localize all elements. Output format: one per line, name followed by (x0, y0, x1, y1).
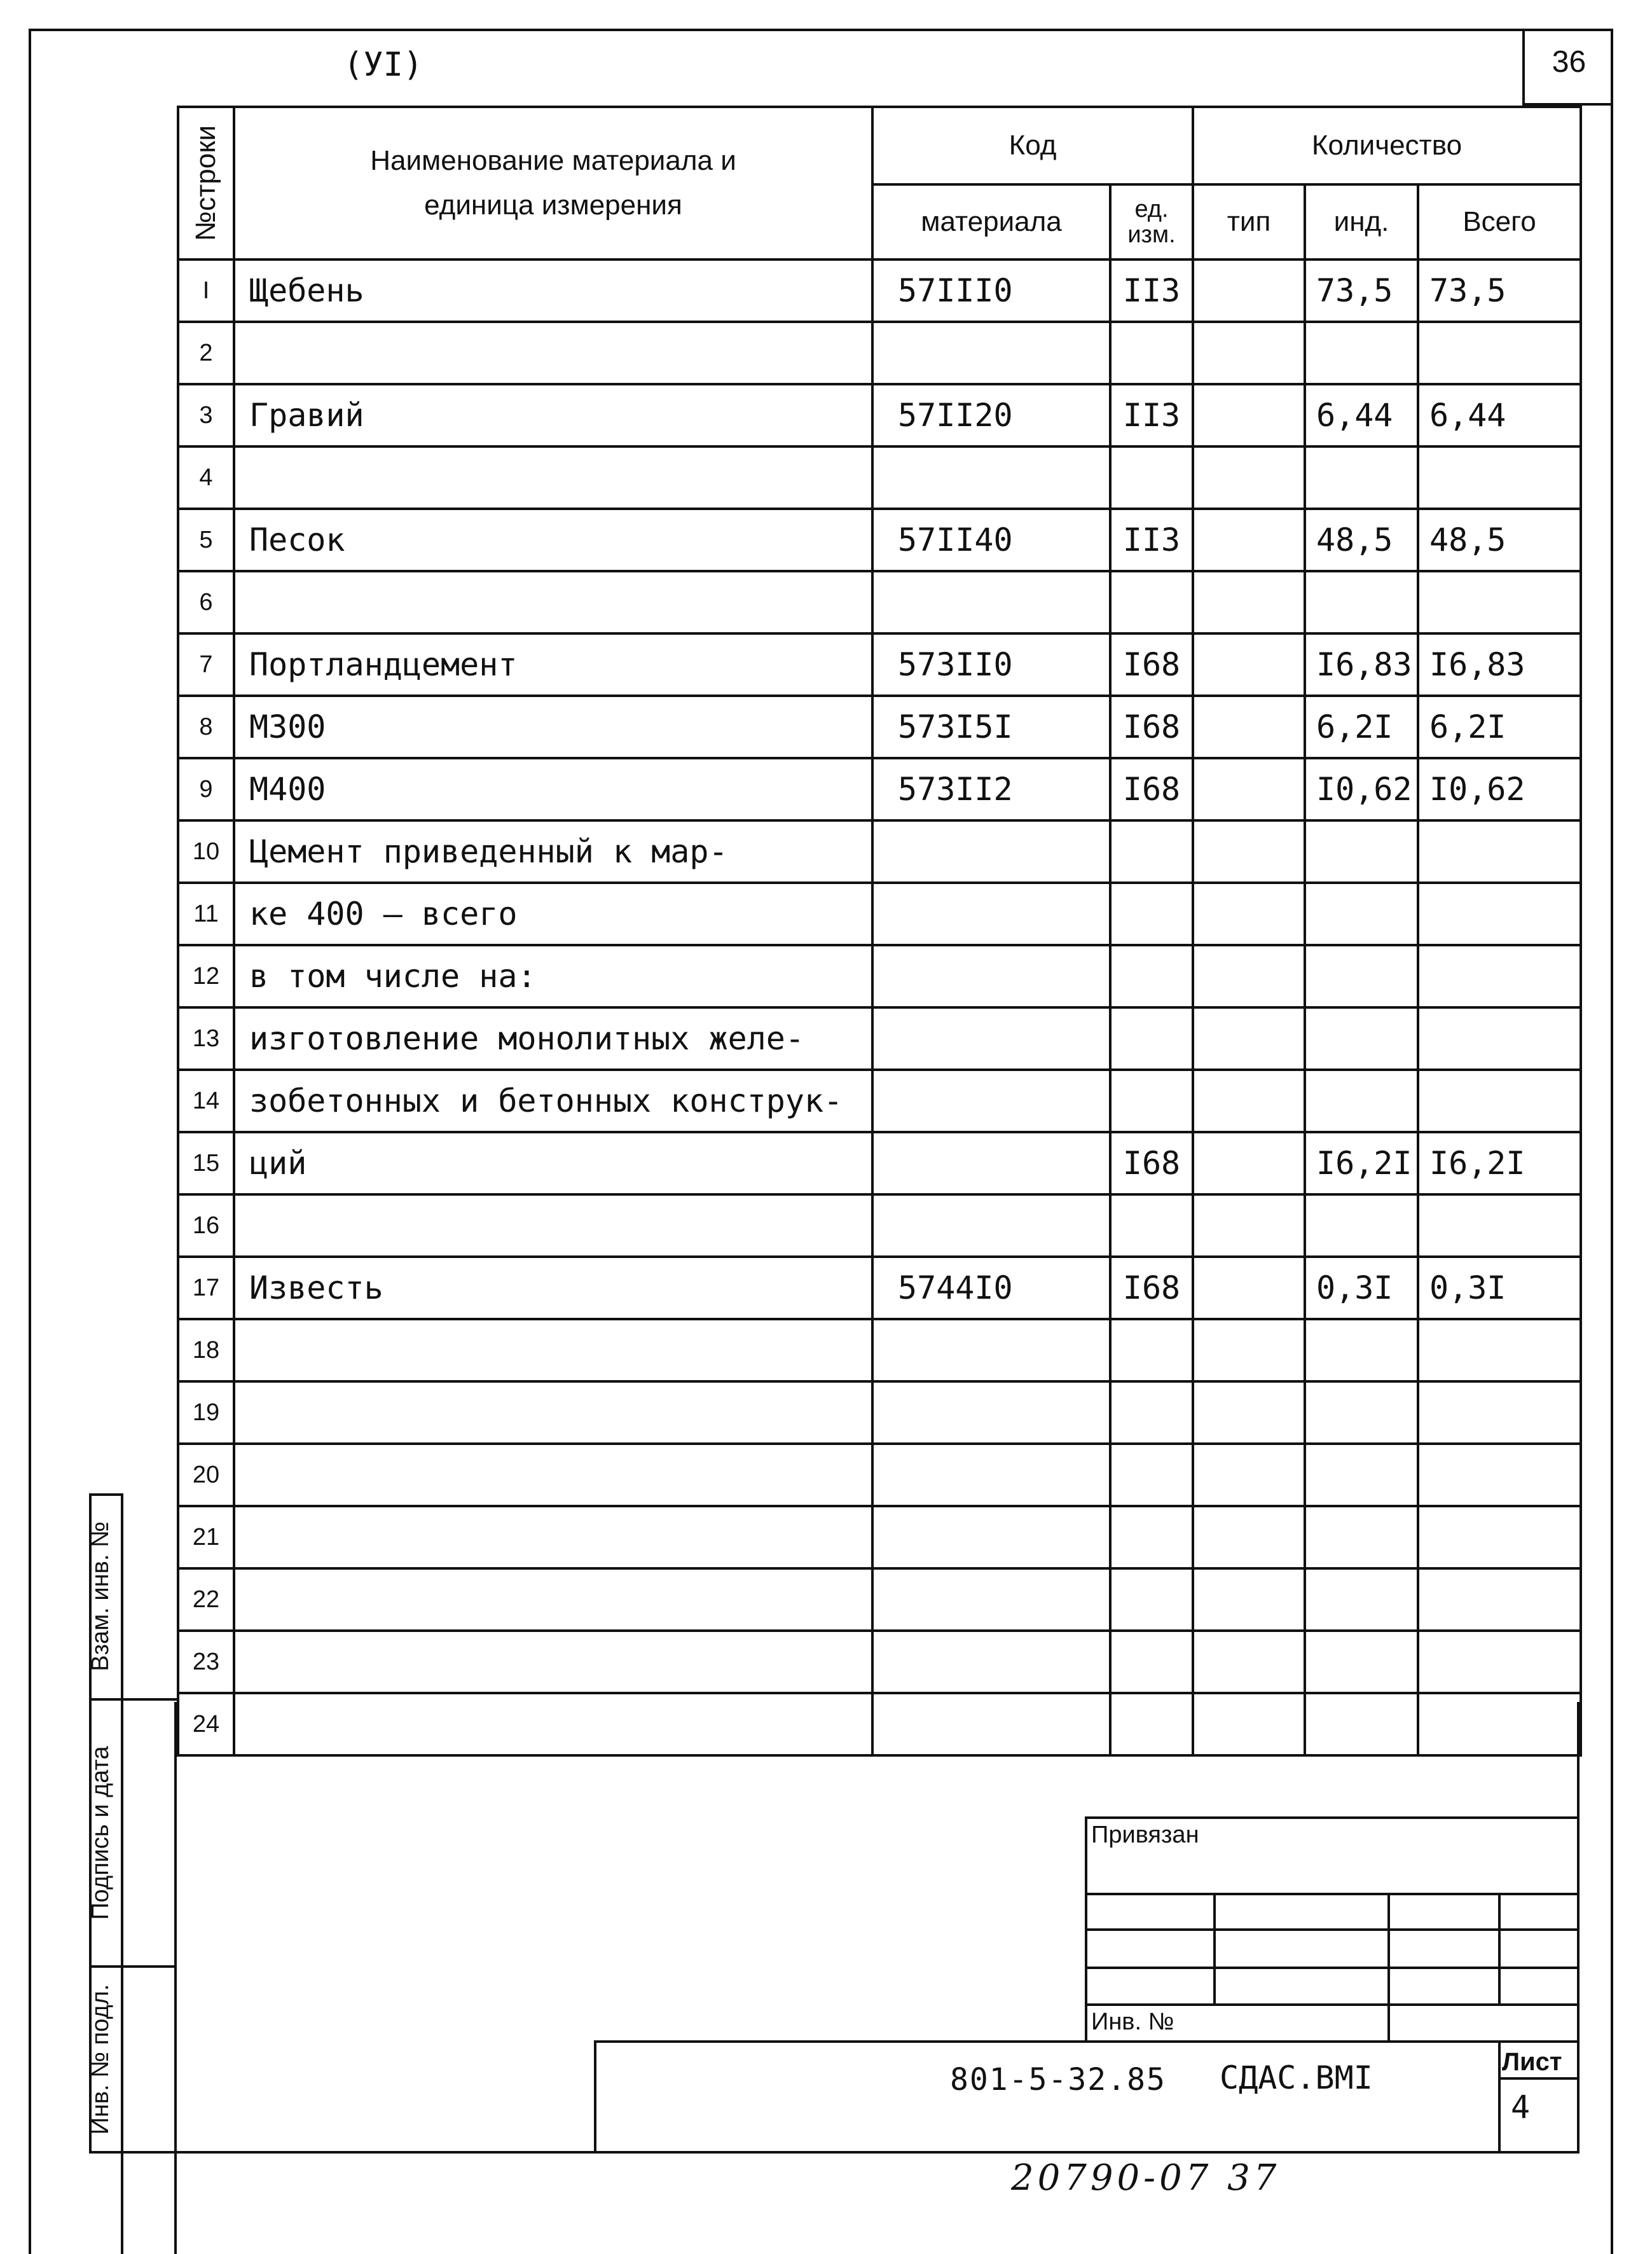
qty-type-cell (1193, 509, 1305, 571)
qty-total-cell (1418, 820, 1581, 883)
unit-code-cell (1110, 1194, 1193, 1257)
table-row (178, 1444, 1581, 1506)
material-name-cell: ке 400 – всего (234, 883, 872, 945)
material-code-cell (872, 571, 1110, 633)
qty-type-cell (1193, 571, 1305, 633)
material-name-cell: Портландцемент (234, 633, 872, 696)
material-name-cell: Песок (234, 509, 872, 571)
unit-code-cell: I68 (1110, 1132, 1193, 1194)
footer-handwritten-number: 20790-07 37 (1011, 2157, 1281, 2199)
qty-type-cell (1193, 1132, 1305, 1194)
qty-total-cell: 6,2I (1418, 696, 1581, 758)
qty-type-cell (1193, 696, 1305, 758)
stamp-inv-podl-label: Инв. № подл. (87, 1984, 114, 2135)
material-name-cell: в том числе на: (234, 945, 872, 1007)
qty-total-cell: 73,5 (1418, 259, 1581, 322)
qty-type-cell (1193, 883, 1305, 945)
qty-ind-cell: I6,83 (1305, 633, 1418, 696)
materials-table (177, 106, 1582, 1757)
material-code-cell: 5744I0 (872, 1257, 1110, 1319)
unit-code-cell (1110, 1444, 1193, 1506)
qty-ind-cell (1305, 1506, 1418, 1568)
table-row (178, 1506, 1581, 1568)
tb-col-1 (1213, 1893, 1216, 2005)
qty-total-cell (1418, 945, 1581, 1007)
row-number-cell: 21 (178, 1506, 234, 1568)
qty-total-cell (1418, 1194, 1581, 1257)
header-row-number: №строки (178, 107, 234, 259)
table-row (178, 1007, 1581, 1070)
material-name-cell (234, 1194, 872, 1257)
material-code-cell (872, 1506, 1110, 1568)
row-number-cell: 6 (178, 571, 234, 633)
table-row (178, 1194, 1581, 1257)
table-row (178, 1319, 1581, 1381)
qty-ind-cell (1305, 1631, 1418, 1693)
table-row (178, 509, 1581, 571)
qty-total-cell (1418, 1444, 1581, 1506)
row-number-cell: 24 (178, 1693, 234, 1755)
table-row (178, 384, 1581, 446)
stamp-div-2 (89, 1965, 177, 1968)
material-name-cell: Известь (234, 1257, 872, 1319)
tb-main-top (594, 2040, 1580, 2043)
material-name-cell: Цемент приведенный к мар- (234, 820, 872, 883)
qty-type-cell (1193, 384, 1305, 446)
tb-row-3 (1085, 1967, 1580, 1969)
material-name-cell (234, 1506, 872, 1568)
qty-type-cell (1193, 945, 1305, 1007)
table-row (178, 1568, 1581, 1631)
unit-code-cell (1110, 1506, 1193, 1568)
qty-total-cell (1418, 883, 1581, 945)
qty-total-cell (1418, 1007, 1581, 1070)
unit-code-cell: II3 (1110, 384, 1193, 446)
qty-total-cell (1418, 1319, 1581, 1381)
tb-sheet-div (1498, 2077, 1580, 2080)
unit-code-cell: II3 (1110, 259, 1193, 322)
header-code: Код (872, 107, 1193, 184)
qty-ind-cell: I0,62 (1305, 758, 1418, 820)
qty-total-cell: I0,62 (1418, 758, 1581, 820)
row-number-cell: 16 (178, 1194, 234, 1257)
material-code-cell (872, 1007, 1110, 1070)
qty-type-cell (1193, 1693, 1305, 1755)
row-number-cell: 2 (178, 322, 234, 384)
material-code-cell (872, 1070, 1110, 1132)
row-number-cell: 14 (178, 1070, 234, 1132)
qty-type-cell (1193, 259, 1305, 322)
tb-row-4 (1085, 2003, 1580, 2006)
qty-total-cell: 0,3I (1418, 1257, 1581, 1319)
material-name-cell: зобетонных и бетонных конструк- (234, 1070, 872, 1132)
qty-type-cell (1193, 633, 1305, 696)
qty-ind-cell (1305, 1319, 1418, 1381)
qty-ind-cell (1305, 883, 1418, 945)
tb-inv-no: Инв. № (1091, 2009, 1174, 2035)
tb-sheet-left (1498, 2040, 1501, 2154)
material-code-cell (872, 322, 1110, 384)
row-number-cell: 20 (178, 1444, 234, 1506)
unit-code-cell (1110, 1070, 1193, 1132)
material-code-cell (872, 446, 1110, 509)
tb-right (1577, 1702, 1580, 2154)
qty-type-cell (1193, 1007, 1305, 1070)
frame-right (1611, 29, 1613, 2254)
qty-ind-cell: I6,2I (1305, 1132, 1418, 1194)
qty-total-cell (1418, 1568, 1581, 1631)
tb-sheet-label: Лист (1502, 2048, 1562, 2076)
unit-code-cell (1110, 820, 1193, 883)
material-code-cell: 57II40 (872, 509, 1110, 571)
qty-ind-cell (1305, 1568, 1418, 1631)
material-code-cell (872, 1693, 1110, 1755)
material-code-cell (872, 1568, 1110, 1631)
material-name-cell (234, 322, 872, 384)
header-quantity: Количество (1193, 107, 1581, 184)
qty-total-cell: I6,2I (1418, 1132, 1581, 1194)
unit-code-cell (1110, 1319, 1193, 1381)
unit-code-cell (1110, 1007, 1193, 1070)
row-number-cell: 9 (178, 758, 234, 820)
material-name-cell (234, 1319, 872, 1381)
tb-doc-code: 801-5-32.85 (950, 2062, 1166, 2098)
qty-ind-cell (1305, 1007, 1418, 1070)
qty-type-cell (1193, 1070, 1305, 1132)
header-code-unit: ед. изм. (1110, 184, 1193, 259)
material-name-cell: изготовление монолитных желе- (234, 1007, 872, 1070)
row-number-cell: 10 (178, 820, 234, 883)
qty-total-cell: I6,83 (1418, 633, 1581, 696)
unit-code-cell: II3 (1110, 509, 1193, 571)
row-number-cell: 17 (178, 1257, 234, 1319)
material-code-cell: 57II20 (872, 384, 1110, 446)
stamp-right-edge (121, 1493, 123, 2254)
table-row (178, 945, 1581, 1007)
material-name-cell: ций (234, 1132, 872, 1194)
material-name-cell (234, 1381, 872, 1444)
qty-type-cell (1193, 1381, 1305, 1444)
material-name-cell (234, 571, 872, 633)
material-code-cell (872, 1319, 1110, 1381)
unit-code-cell: I68 (1110, 1257, 1193, 1319)
qty-ind-cell (1305, 820, 1418, 883)
row-number-cell: 11 (178, 883, 234, 945)
table-row (178, 322, 1581, 384)
material-name-cell: М300 (234, 696, 872, 758)
qty-type-cell (1193, 1194, 1305, 1257)
table-row (178, 446, 1581, 509)
unit-code-cell (1110, 945, 1193, 1007)
tb-row-2 (1085, 1928, 1580, 1931)
stamp-vzam-label: Взам. инв. № (87, 1521, 114, 1671)
row-number-cell: 13 (178, 1007, 234, 1070)
qty-type-cell (1193, 1506, 1305, 1568)
material-code-cell: 573II2 (872, 758, 1110, 820)
header-qty-total: Всего (1418, 184, 1581, 259)
qty-type-cell (1193, 758, 1305, 820)
row-number-cell: 3 (178, 384, 234, 446)
table-row (178, 571, 1581, 633)
tb-sheet-value: 4 (1511, 2089, 1531, 2126)
row-number-cell: 18 (178, 1319, 234, 1381)
qty-ind-cell (1305, 1381, 1418, 1444)
table-row (178, 696, 1581, 758)
tb-privyazan: Привязан (1091, 1822, 1199, 1848)
qty-ind-cell: 6,44 (1305, 384, 1418, 446)
table-row (178, 820, 1581, 883)
unit-code-cell: I68 (1110, 758, 1193, 820)
qty-type-cell (1193, 322, 1305, 384)
qty-ind-cell (1305, 1444, 1418, 1506)
table-row (178, 1132, 1581, 1194)
table-row (178, 758, 1581, 820)
header-qty-type: тип (1193, 184, 1305, 259)
qty-ind-cell: 48,5 (1305, 509, 1418, 571)
unit-code-cell: I68 (1110, 696, 1193, 758)
qty-total-cell (1418, 1381, 1581, 1444)
tb-top (1085, 1816, 1580, 1819)
frame-top (29, 29, 1613, 31)
unit-code-cell (1110, 1381, 1193, 1444)
material-name-cell: Щебень (234, 259, 872, 322)
unit-code-cell (1110, 1568, 1193, 1631)
material-name-cell (234, 446, 872, 509)
table-row (178, 259, 1581, 322)
qty-ind-cell (1305, 322, 1418, 384)
unit-code-cell (1110, 571, 1193, 633)
qty-ind-cell (1305, 1194, 1418, 1257)
qty-total-cell (1418, 1693, 1581, 1755)
row-number-cell: 8 (178, 696, 234, 758)
tb-doc-mark: СДАС.ВМI (1220, 2059, 1373, 2096)
row-number-cell: 19 (178, 1381, 234, 1444)
qty-total-cell (1418, 1070, 1581, 1132)
material-code-cell (872, 820, 1110, 883)
unit-code-cell (1110, 883, 1193, 945)
table-row (178, 1381, 1581, 1444)
qty-type-cell (1193, 1444, 1305, 1506)
material-name-cell (234, 1693, 872, 1755)
material-name-cell: Гравий (234, 384, 872, 446)
header-name: Наименование материала и единица измерения (234, 107, 872, 259)
unit-code-cell (1110, 1631, 1193, 1693)
tb-col-3 (1498, 1893, 1501, 2005)
table-row (178, 1631, 1581, 1693)
stamp-div-1 (89, 1698, 177, 1701)
unit-code-cell (1110, 446, 1193, 509)
row-number-cell: 12 (178, 945, 234, 1007)
unit-code-cell (1110, 1693, 1193, 1755)
qty-total-cell (1418, 1631, 1581, 1693)
material-code-cell (872, 945, 1110, 1007)
material-name-cell: М400 (234, 758, 872, 820)
table-row (178, 883, 1581, 945)
qty-ind-cell (1305, 945, 1418, 1007)
material-name-cell (234, 1444, 872, 1506)
qty-type-cell (1193, 1631, 1305, 1693)
qty-ind-cell (1305, 446, 1418, 509)
table-row (178, 633, 1581, 696)
material-code-cell (872, 1444, 1110, 1506)
tb-col-2 (1387, 1893, 1390, 2043)
qty-total-cell: 6,44 (1418, 384, 1581, 446)
material-code-cell (872, 1631, 1110, 1693)
qty-type-cell (1193, 820, 1305, 883)
material-code-cell: 573I5I (872, 696, 1110, 758)
material-code-cell: 573II0 (872, 633, 1110, 696)
row-number-cell: 22 (178, 1568, 234, 1631)
qty-type-cell (1193, 1568, 1305, 1631)
section-label: (УI) (343, 46, 423, 84)
qty-type-cell (1193, 446, 1305, 509)
qty-total-cell (1418, 446, 1581, 509)
frame-left (29, 29, 31, 2254)
row-number-cell: 5 (178, 509, 234, 571)
material-code-cell (872, 1132, 1110, 1194)
table-row (178, 1257, 1581, 1319)
qty-ind-cell: 6,2I (1305, 696, 1418, 758)
qty-total-cell (1418, 571, 1581, 633)
qty-total-cell (1418, 1506, 1581, 1568)
qty-ind-cell (1305, 1693, 1418, 1755)
stamp-top (89, 1493, 123, 1496)
header-qty-ind: инд. (1305, 184, 1418, 259)
unit-code-cell (1110, 322, 1193, 384)
material-code-cell (872, 883, 1110, 945)
row-number-cell: 4 (178, 446, 234, 509)
header-code-material: материала (872, 184, 1110, 259)
row-number-cell: 15 (178, 1132, 234, 1194)
qty-ind-cell (1305, 571, 1418, 633)
material-name-cell (234, 1568, 872, 1631)
page-number: 36 (1552, 45, 1587, 79)
qty-ind-cell: 0,3I (1305, 1257, 1418, 1319)
qty-ind-cell (1305, 1070, 1418, 1132)
tb-main-left (594, 2040, 596, 2154)
material-name-cell (234, 1631, 872, 1693)
inner-left-border (174, 1702, 177, 2254)
table-row (178, 1070, 1581, 1132)
row-number-cell: 23 (178, 1631, 234, 1693)
row-number-cell: I (178, 259, 234, 322)
stamp-bottom (89, 2151, 1580, 2154)
material-code-cell (872, 1194, 1110, 1257)
tb-row-1 (1085, 1893, 1580, 1895)
material-code-cell (872, 1381, 1110, 1444)
material-code-cell: 57III0 (872, 259, 1110, 322)
qty-type-cell (1193, 1257, 1305, 1319)
qty-ind-cell: 73,5 (1305, 259, 1418, 322)
qty-total-cell: 48,5 (1418, 509, 1581, 571)
table-row (178, 1693, 1581, 1755)
qty-total-cell (1418, 322, 1581, 384)
stamp-podpis-label: Подпись и дата (87, 1746, 114, 1920)
unit-code-cell: I68 (1110, 633, 1193, 696)
row-number-cell: 7 (178, 633, 234, 696)
qty-type-cell (1193, 1319, 1305, 1381)
